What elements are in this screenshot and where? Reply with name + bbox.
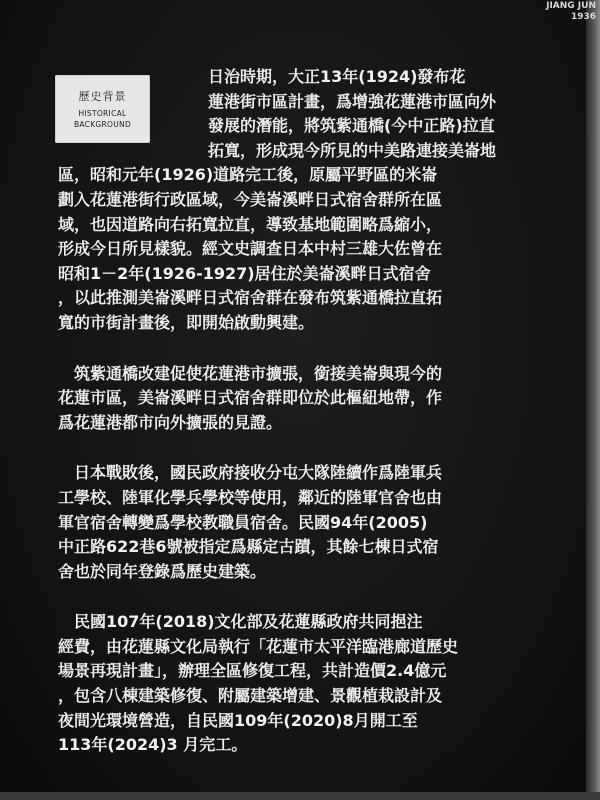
- paragraph-1: [58, 65, 558, 336]
- paragraph-4: [58, 610, 558, 758]
- corner-label-line2: 1936: [570, 12, 596, 22]
- text-line: 軍官宿舍轉變爲學校教職員宿舍。民國94年(2005): [58, 512, 428, 532]
- badge-title-en-line2: BACKGROUND: [73, 120, 132, 129]
- text-line: 花蓮市區，美崙溪畔日式宿舍群即位於此樞紐地帶，作: [58, 388, 443, 408]
- text-line: ，包含八棟建築修復、附屬建築增建、景觀植栽設計及: [58, 686, 443, 706]
- text-line: 區，昭和元年(1926)道路完工後，原屬平野區的米崙: [58, 165, 438, 185]
- sign-frame-bottom: [0, 792, 600, 800]
- text-line: 劃入花蓮港街行政區域，今美崙溪畔日式宿舍群所在區: [58, 189, 443, 209]
- text-line: 場景再現計畫」，辦理全區修復工程，共計造價2.4億元: [58, 661, 447, 681]
- corner-label-line1: JIANG JUN: [546, 1, 596, 11]
- text-line: 拓寬，形成現今所見的中美路連接美崙地: [208, 140, 497, 160]
- sign-frame-edge: [586, 0, 600, 800]
- text-line: 筑紫通橋改建促使花蓮港市擴張，銜接美崙與現今的: [58, 363, 443, 383]
- text-line: 昭和1－2年(1926-1927)居住於美崙溪畔日式宿舍: [58, 263, 431, 283]
- corner-label: [546, 0, 600, 23]
- badge-title-en-line1: HISTORICAL: [78, 109, 127, 118]
- paragraph-2: [58, 362, 558, 436]
- text-line: 日本戰敗後，國民政府接收分屯大隊陸續作爲陸軍兵: [58, 463, 443, 483]
- text-line: 日治時期，大正13年(1924)發布花: [208, 67, 466, 86]
- history-text: [58, 65, 558, 758]
- text-line: 爲花蓮港都市向外擴張的見證。: [58, 412, 283, 432]
- text-line: 中正路622巷6號被指定爲縣定古蹟，其餘七棟日式宿: [58, 537, 439, 557]
- text-line: 形成今日所見樣貌。經文史調查日本中村三雄大佐曾在: [58, 239, 443, 259]
- text-line: 民國107年(2018)文化部及花蓮縣政府共同挹注: [58, 612, 423, 632]
- text-line: 域，也因道路向右拓寬拉直，導致基地範圍略爲縮小，: [58, 214, 443, 234]
- text-line: 113年(2024)3 月完工。: [58, 735, 248, 755]
- text-line: 寬的市街計畫後，即開始啟動興建。: [58, 312, 315, 332]
- text-line: ，以此推測美崙溪畔日式宿舍群在發布筑紫通橋拉直拓: [58, 288, 443, 308]
- badge-title-zh: 歷史背景: [78, 90, 127, 103]
- text-line: 發展的潛能，將筑紫通橋(今中正路)拉直: [208, 116, 495, 136]
- text-line: 蓮港街市區計畫，爲增強花蓮港市區向外: [208, 91, 497, 111]
- text-line: 夜間光環境營造，自民國109年(2020)8月開工至: [58, 710, 418, 730]
- paragraph-3: [58, 461, 558, 584]
- text-line: 工學校、陸軍化學兵學校等使用，鄰近的陸軍官舍也由: [58, 487, 443, 507]
- text-line: 經費，由花蓮縣文化局執行「花蓮市太平洋臨港廊道歷史: [58, 636, 459, 656]
- text-line: 舍也於同年登錄爲歷史建築。: [58, 561, 267, 581]
